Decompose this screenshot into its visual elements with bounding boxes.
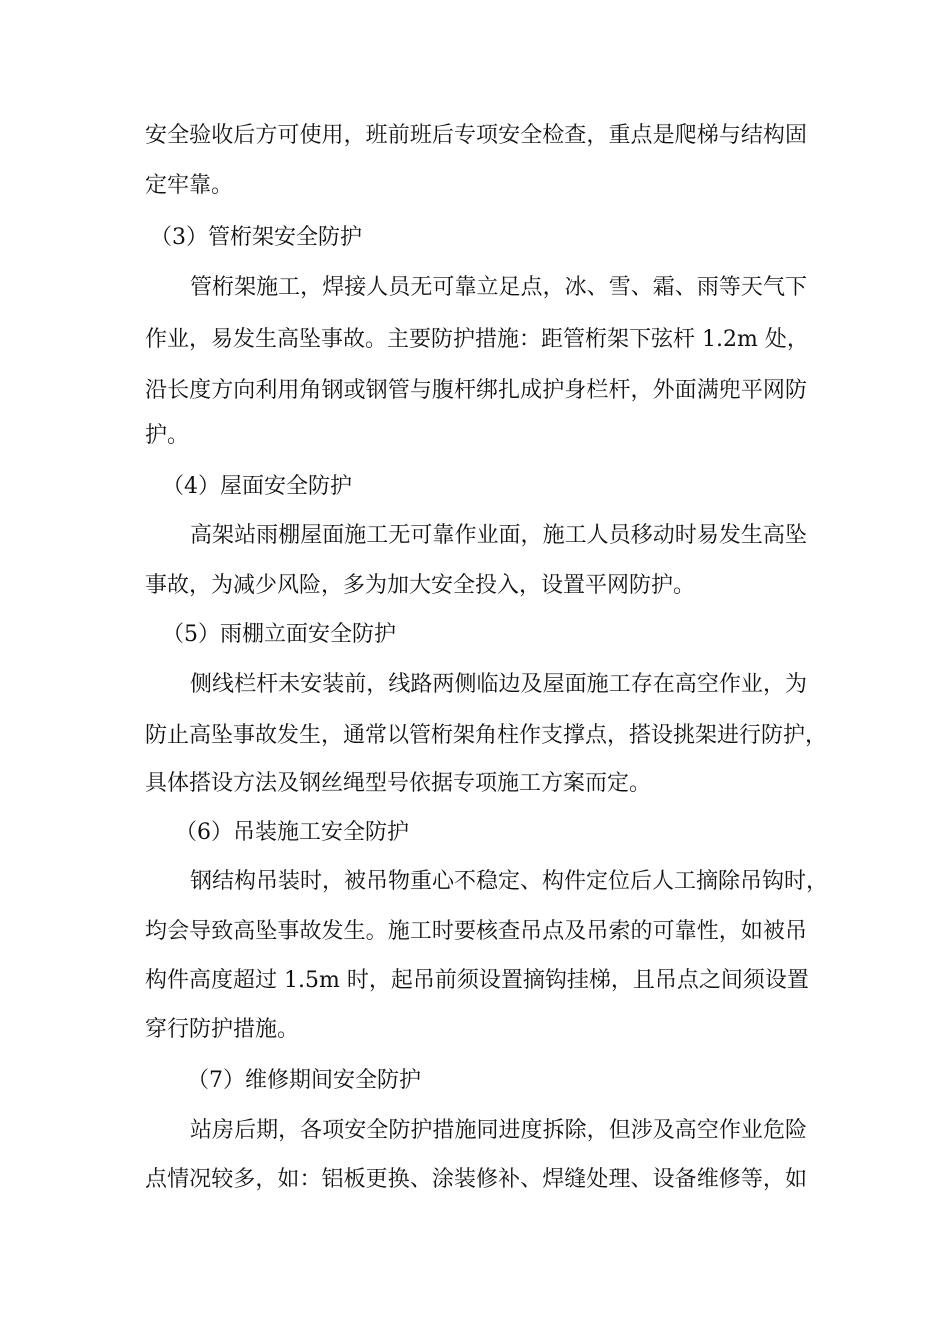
paragraph-line: 均会导致高坠事故发生。施工时要核查吊点及吊索的可靠性，如被吊 [145, 919, 807, 944]
paragraph-line: 作业，易发生高坠事故。主要防护措施：距管桁架下弦杆 1.2m 处， [145, 327, 809, 352]
paragraph-line: 高架站雨棚屋面施工无可靠作业面，施工人员移动时易发生高坠 [190, 523, 807, 548]
paragraph-line: 钢结构吊装时，被吊物重心不稳定、构件定位后人工摘除吊钩时， [190, 869, 829, 894]
section-heading-5: （5）雨棚立面安全防护 [162, 622, 396, 647]
section-heading-6: （6）吊装施工安全防护 [175, 820, 409, 845]
paragraph-line: 管桁架施工，焊接人员无可靠立足点，冰、雪、霜、雨等天气下 [190, 275, 807, 300]
section-heading-3: （3）管桁架安全防护 [150, 225, 362, 250]
section-heading-4: （4）屋面安全防护 [162, 474, 352, 499]
paragraph-line: 点情况较多，如：铝板更换、涂装修补、焊缝处理、设备维修等，如 [145, 1167, 807, 1192]
paragraph-line: 沿长度方向利用角钢或钢管与腹杆绑扎成护身栏杆，外面满兜平网防 [145, 378, 807, 403]
paragraph-line: 侧线栏杆未安装前，线路两侧临边及屋面施工存在高空作业，为 [190, 672, 807, 697]
paragraph-line: 具体搭设方法及钢丝绳型号依据专项施工方案而定。 [145, 771, 652, 796]
paragraph-line: 站房后期，各项安全防护措施同进度拆除，但涉及高空作业危险 [190, 1118, 807, 1143]
paragraph-line: 安全验收后方可使用，班前班后专项安全检查，重点是爬梯与结构固 [145, 123, 807, 148]
section-heading-7: （7）维修期间安全防护 [187, 1068, 421, 1093]
paragraph-line: 穿行防护措施。 [145, 1017, 300, 1042]
paragraph-line: 防止高坠事故发生，通常以管桁架角柱作支撑点，搭设挑架进行防护， [145, 723, 828, 748]
paragraph-line: 事故，为减少风险，多为加大安全投入，设置平网防护。 [145, 573, 696, 598]
paragraph-line: 护。 [145, 423, 190, 448]
paragraph-line: 定牢靠。 [145, 173, 234, 198]
paragraph-line: 构件高度超过 1.5m 时，起吊前须设置摘钩挂梯，且吊点之间须设置 [145, 968, 809, 993]
